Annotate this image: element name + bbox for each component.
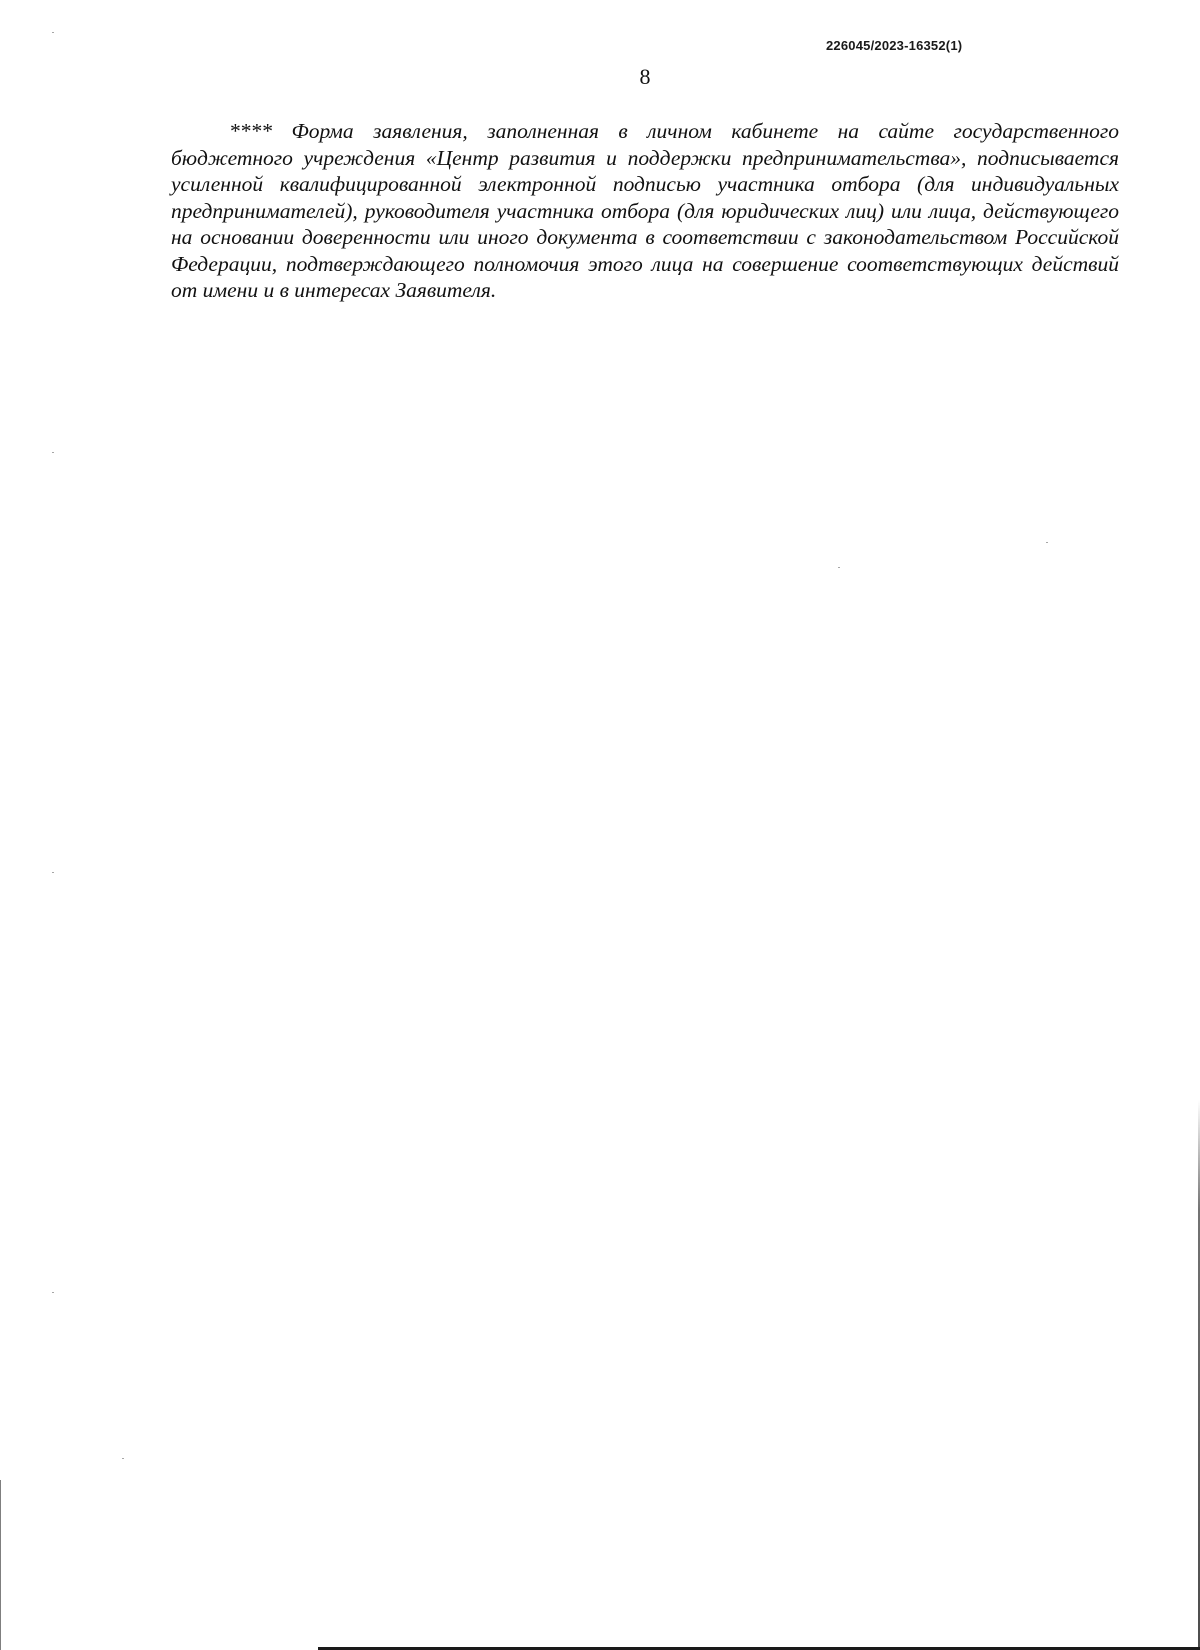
page-number: 8 [639,64,651,89]
scan-speck [122,1458,124,1459]
scan-speck [52,32,54,33]
scan-speck [52,452,54,453]
scan-speck [52,1292,54,1293]
scan-speck [1046,542,1048,543]
scan-speck [838,567,840,568]
scan-speck [52,872,54,873]
scan-edge-left [0,1480,1,1650]
document-registration-number: 226045/2023-16352(1) [826,38,963,53]
footnote-paragraph: **** Форма заявления, заполненная в личном кабинете на сайте государственного бюджетного учреждения «Центр развития и поддержки предпринимательства», подписывается усиленной квалифицированной электронной подписью участника отбора (для индивидуальных предпринимателей), руководителя участника отбора (для юридических лиц) или лица, действующего на основании доверенности или иного документа в соответствии с законодательством Российской Федерации, подтверждающего полномочия этого лица на совершение соответствующих действий от имени и в интересах Заявителя. [171,119,1119,302]
